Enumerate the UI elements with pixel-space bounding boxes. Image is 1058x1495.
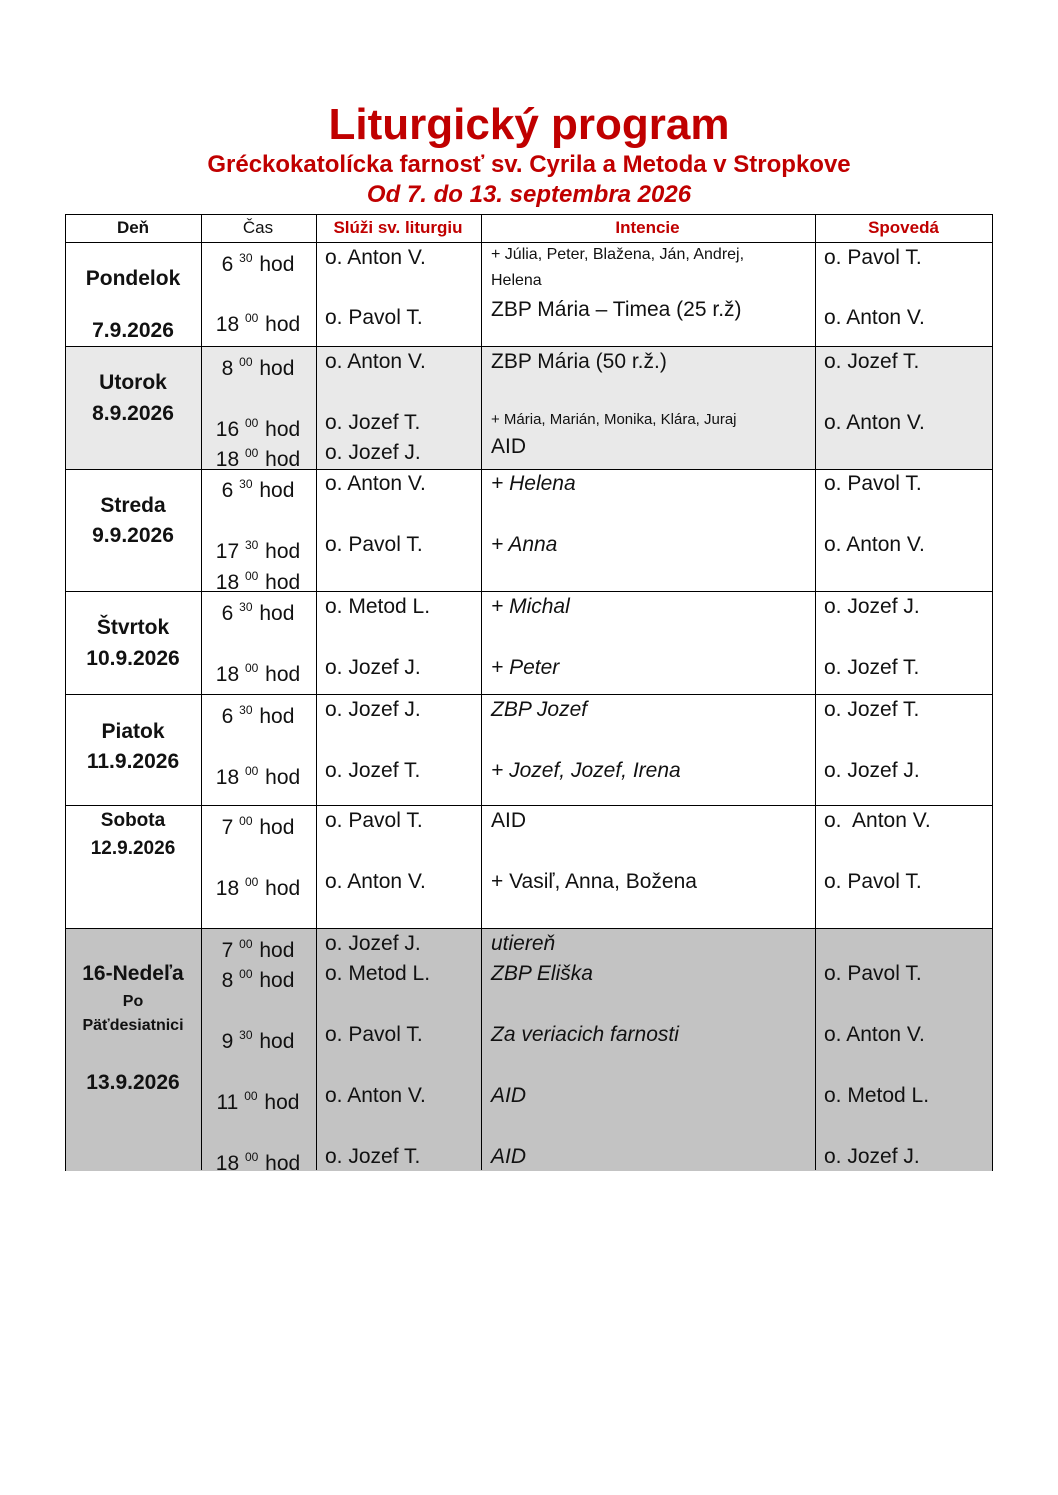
day-date: 12.9.2026	[90, 838, 176, 859]
intention-cell: + Michal	[491, 595, 570, 618]
intention-cell-continued: Helena	[491, 272, 542, 289]
header-intention: Intencie	[615, 218, 680, 237]
celebrant-cell: o. Anton V.	[325, 1084, 426, 1107]
confession-cell: o. Anton V.	[824, 411, 925, 434]
day-name: Štvrtok	[96, 616, 170, 639]
intention-cell: Za veriacich farnosti	[491, 1023, 679, 1046]
time-cell: 6 $^{30}$ hod	[221, 703, 295, 728]
time-cell: 6 $^{30}$ hod	[221, 600, 295, 625]
time-cell: 9 $^{30}$ hod	[221, 1028, 295, 1053]
time-cell: 7 $^{00}$ hod	[221, 937, 295, 962]
header-confession: Spovedá	[868, 218, 939, 237]
celebrant-cell: o. Pavol T.	[325, 533, 423, 556]
day-date: 10.9.2026	[86, 647, 180, 670]
time-cell: 11 $^{00}$ hod	[216, 1089, 300, 1114]
celebrant-cell: o. Anton V.	[325, 870, 426, 893]
time-cell: 18 $^{00}$ hod	[215, 569, 301, 594]
page-title: Liturgický program	[328, 100, 730, 149]
confession-cell: o. Pavol T.	[824, 962, 922, 985]
intention-cell: + Mária, Marián, Monika, Klára, Juraj	[491, 411, 737, 428]
celebrant-cell: o. Jozef T.	[325, 1145, 421, 1168]
intention-cell: + Helena	[491, 472, 576, 495]
day-name: 16-Nedeľa	[82, 962, 184, 985]
celebrant-cell: o. Metod L.	[325, 962, 431, 985]
celebrant-cell: o. Anton V.	[325, 246, 426, 269]
header-day: Deň	[116, 218, 150, 237]
intention-cell: ZBP Mária – Timea (25 r.ž)	[491, 298, 742, 321]
column-divider	[481, 215, 482, 1170]
intention-cell: AID	[491, 809, 527, 832]
intention-cell: utiereň	[491, 932, 556, 955]
confession-cell: o. Pavol T.	[824, 870, 922, 893]
time-cell: 18 $^{00}$ hod	[215, 1150, 301, 1175]
intention-cell: + Anna	[491, 533, 558, 556]
celebrant-cell: o. Anton V.	[325, 350, 426, 373]
confession-cell: o. Pavol T.	[824, 472, 922, 495]
confession-cell: o. Jozef T.	[824, 350, 920, 373]
time-cell: 18 $^{00}$ hod	[215, 875, 301, 900]
day-name-line-3: Päťdesiatnici	[82, 1017, 184, 1034]
parish-subtitle: Gréckokatolícka farnosť sv. Cyrila a Metoda v Stropkove	[207, 151, 851, 178]
time-cell: 18 $^{00}$ hod	[215, 446, 301, 471]
time-cell: 6 $^{30}$ hod	[221, 251, 295, 276]
celebrant-cell: o. Anton V.	[325, 472, 426, 495]
celebrant-cell: o. Metod L.	[325, 595, 431, 618]
celebrant-cell: o. Pavol T.	[325, 809, 423, 832]
row-divider	[66, 928, 992, 929]
row-divider	[66, 694, 992, 695]
day-name: Streda	[100, 494, 166, 517]
column-divider	[815, 215, 816, 1170]
date-range: Od 7. do 13. septembra 2026	[366, 181, 692, 208]
confession-cell: o. Jozef J.	[824, 759, 920, 782]
intention-cell: AID	[491, 1084, 527, 1107]
intention-cell: ZBP Jozef	[491, 698, 588, 721]
row-divider	[66, 805, 992, 806]
confession-cell: o. Jozef J.	[824, 595, 920, 618]
intention-cell: + Peter	[491, 656, 560, 679]
intention-cell: + Júlia, Peter, Blažena, Ján, Andrej,	[491, 246, 745, 263]
day-name-line-2: Po	[122, 993, 144, 1010]
day-name: Pondelok	[85, 267, 181, 290]
confession-cell: o. Jozef J.	[824, 1145, 920, 1168]
column-divider	[316, 215, 317, 1170]
time-cell: 18 $^{00}$ hod	[215, 661, 301, 686]
time-cell: 7 $^{00}$ hod	[221, 814, 295, 839]
row-divider	[66, 346, 992, 347]
day-date: 9.9.2026	[92, 524, 174, 547]
celebrant-cell: o. Pavol T.	[325, 1023, 423, 1046]
day-date: 13.9.2026	[86, 1071, 180, 1094]
day-name: Utorok	[99, 371, 167, 394]
time-cell: 18 $^{00}$ hod	[215, 764, 301, 789]
time-cell: 6 $^{30}$ hod	[221, 477, 295, 502]
header-celebrant: Slúži sv. liturgiu	[333, 218, 463, 237]
time-cell: 8 $^{00}$ hod	[221, 967, 295, 992]
confession-cell: o. Anton V.	[824, 1023, 925, 1046]
header-time: Čas	[242, 218, 274, 237]
time-cell: 16 $^{00}$ hod	[215, 416, 301, 441]
celebrant-cell: o. Jozef J.	[325, 932, 421, 955]
confession-cell: o. Anton V.	[824, 533, 925, 556]
intention-cell: + Jozef, Jozef, Irena	[491, 759, 681, 782]
day-date: 8.9.2026	[92, 402, 174, 425]
day-name: Sobota	[100, 810, 166, 831]
intention-cell: ZBP Eliška	[491, 962, 593, 985]
celebrant-cell: o. Jozef T.	[325, 411, 421, 434]
time-cell: 18 $^{00}$ hod	[215, 311, 301, 336]
confession-cell: o. Anton V.	[824, 809, 931, 832]
confession-cell: o. Jozef T.	[824, 656, 920, 679]
celebrant-cell: o. Jozef J.	[325, 441, 421, 464]
confession-cell: o. Pavol T.	[824, 246, 922, 269]
celebrant-cell: o. Pavol T.	[325, 306, 423, 329]
day-name: Piatok	[101, 720, 165, 743]
celebrant-cell: o. Jozef J.	[325, 656, 421, 679]
confession-cell: o. Anton V.	[824, 306, 925, 329]
confession-cell: o. Metod L.	[824, 1084, 930, 1107]
intention-cell: ZBP Mária (50 r.ž.)	[491, 350, 667, 373]
confession-cell: o. Jozef T.	[824, 698, 920, 721]
intention-cell: AID	[491, 1145, 527, 1168]
celebrant-cell: o. Jozef J.	[325, 698, 421, 721]
time-cell: 17 $^{30}$ hod	[215, 538, 301, 563]
intention-cell: + Vasiľ, Anna, Božena	[491, 870, 697, 893]
celebrant-cell: o. Jozef T.	[325, 759, 421, 782]
day-date: 11.9.2026	[86, 750, 180, 773]
intention-cell: AID	[491, 435, 527, 458]
day-date: 7.9.2026	[92, 319, 174, 342]
time-cell: 8 $^{00}$ hod	[221, 355, 295, 380]
